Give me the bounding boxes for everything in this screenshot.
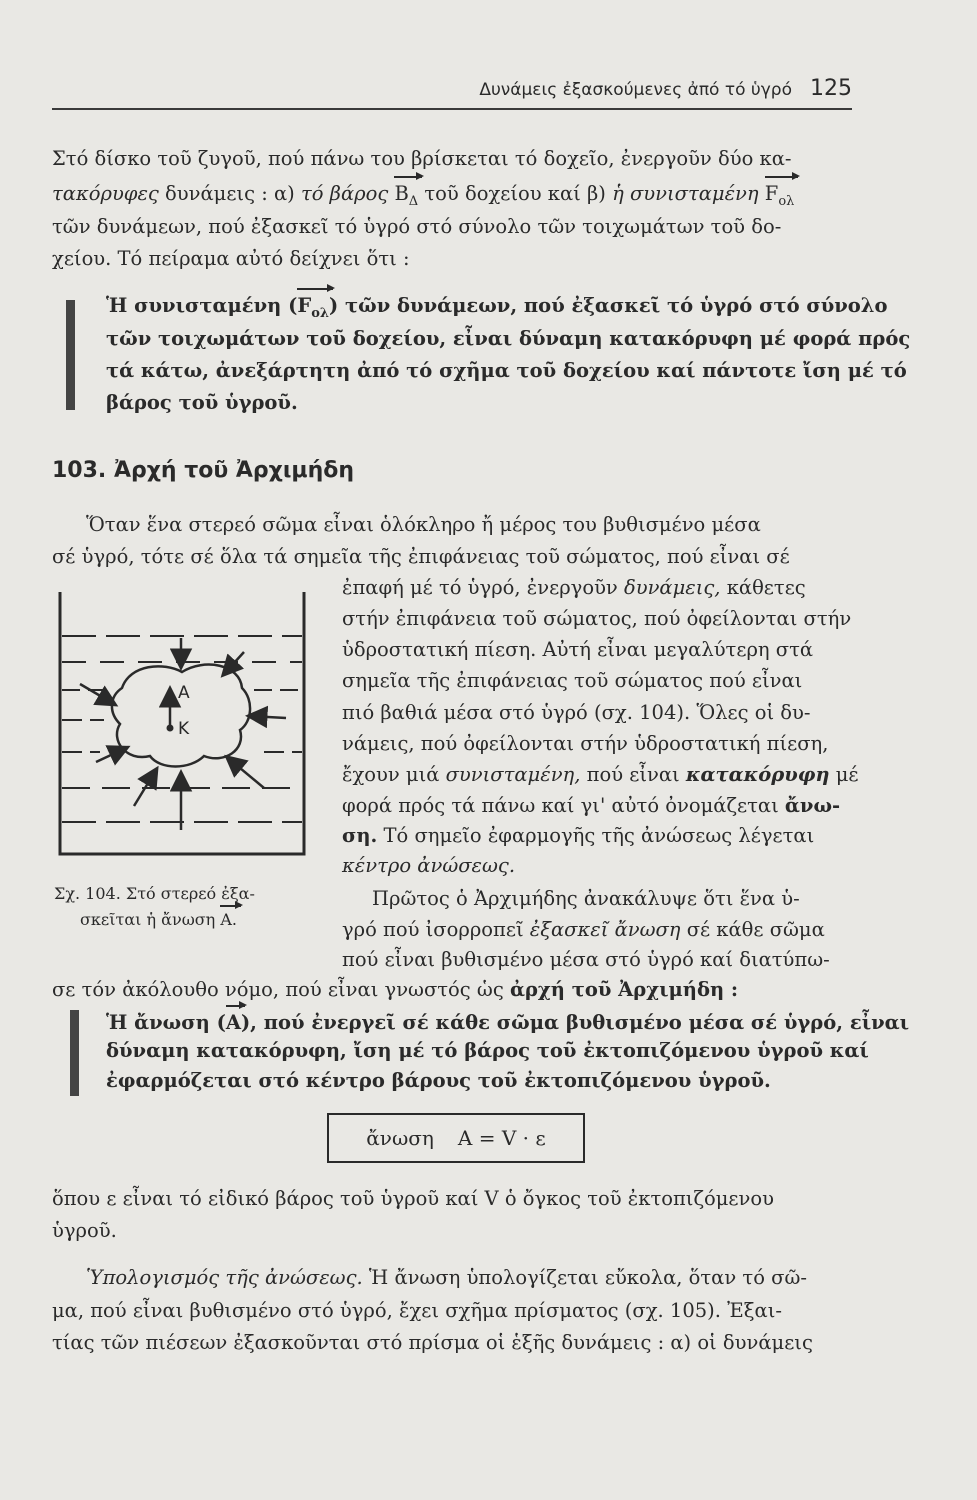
- intro-text: τακόρυφες: [52, 182, 159, 205]
- formula-expression: A = V · ε: [457, 1126, 546, 1150]
- body-text: Τό σημεῖο ἐφαρμογῆς τῆς ἀνώσεως λέγεται: [377, 824, 815, 847]
- rule2-line-2: δύναμη κατακόρυφη, ἴση μέ τό βάρος τοῦ ἐκτοπιζόμενου ὑγροῦ καί: [106, 1039, 869, 1062]
- label-k: Κ: [178, 719, 190, 739]
- body-line-11: [342, 823, 814, 849]
- after-text: Ἡ ἄνωση ὑπολογίζεται εὔκολα, ὅταν τό σῶ-: [362, 1266, 807, 1289]
- body-line-5: ὑδροστατική πίεση. Αὐτή εἶναι μεγαλύτερη στά: [342, 638, 814, 661]
- body-text: σε τόν ἀκόλουθο νόμο, πού εἶναι γνωστός ὡς: [52, 978, 510, 1001]
- rule1-line-4: βάρος τοῦ ὑγροῦ.: [106, 391, 298, 414]
- vector-symbol: F: [297, 294, 312, 317]
- body-line-9: [342, 762, 859, 788]
- after-line-2: ὑγροῦ.: [52, 1219, 117, 1242]
- intro-text: τό βάρος: [300, 182, 389, 205]
- body-text: γρό πού ἰσορροπεῖ: [342, 918, 530, 941]
- page-number: 125: [810, 76, 852, 101]
- intro-line-2: [52, 181, 794, 215]
- body-text: ἔχουν μιά: [342, 763, 446, 786]
- after-line-1: ὅπου ε εἶναι τό εἰδικό βάρος τοῦ ὑγροῦ καί V ὁ ὄγκος τοῦ ἐκτοπιζόμενου: [52, 1187, 774, 1210]
- after-line-3: [86, 1265, 807, 1291]
- vector-resultant: [297, 293, 329, 327]
- rule-marker-bar: [70, 1010, 79, 1096]
- running-title: Δυνάμεις ἐξασκούμενες ἀπό τό ὑγρό: [479, 80, 792, 100]
- label-a: Α: [178, 683, 190, 703]
- intro-text: ἡ συνισταμένη: [612, 182, 759, 205]
- vector-resultant: [765, 181, 795, 215]
- vector-symbol: B: [394, 182, 409, 205]
- rule1-line-2: τῶν τοιχωμάτων τοῦ δοχείου, εἶναι δύναμη κατακόρυφη μέ φορά πρός: [106, 327, 911, 350]
- body-text: σέ κάθε σῶμα: [680, 918, 825, 941]
- rule1-text: ) τῶν δυνάμεων, πού ἐξασκεῖ τό ὑγρό στό σύνολο: [329, 294, 888, 317]
- body-text: ση.: [342, 824, 378, 847]
- rule1-line-1: [106, 293, 888, 327]
- center-of-buoyancy: [167, 725, 174, 732]
- body-line-15: πού εἶναι βυθισμένο μέσα στό ὑγρό καί διατύπω-: [342, 948, 830, 971]
- intro-line-1: Στό δίσκο τοῦ ζυγοῦ, πού πάνω του βρίσκεται τό δοχεῖο, ἐνεργοῦν δύο κα-: [52, 147, 792, 170]
- body-line-3: [342, 575, 806, 601]
- figure-caption-1: Σχ. 104. Στό στερεό ἐξα-: [54, 884, 255, 903]
- intro-line-4: χείου. Τό πείραμα αὐτό δείχνει ὅτι :: [52, 247, 410, 270]
- body-text: πού εἶναι: [580, 763, 686, 786]
- formula-label: ἄνωση: [366, 1126, 434, 1150]
- submerged-body: [112, 665, 250, 767]
- after-line-5: τίας τῶν πιέσεων ἐξασκοῦνται στό πρίσμα οἱ ἑξῆς δυνάμεις : α) οἱ δυνάμεις: [52, 1331, 813, 1354]
- section-heading: 103. Ἀρχή τοῦ Ἀρχιμήδη: [52, 458, 355, 483]
- vector-buoyancy: A: [225, 1011, 241, 1034]
- body-line-13: Πρῶτος ὁ Ἀρχιμήδης ἀνακάλυψε ὅτι ἕνα ὑ-: [372, 887, 800, 910]
- buoyancy-figure: [54, 592, 316, 864]
- vector-subscript: ολ: [311, 305, 330, 321]
- formula-box: [327, 1113, 585, 1163]
- header-rule: [52, 108, 852, 110]
- vector-subscript: Δ: [408, 193, 419, 209]
- body-line-16: [52, 977, 738, 1003]
- body-text: φορά πρός τά πάνω καί γι' αὐτό ὀνομάζεται: [342, 794, 785, 817]
- body-text: δυνάμεις,: [623, 576, 721, 599]
- page-header: [52, 76, 852, 106]
- intro-line-3: τῶν δυνάμεων, πού ἐξασκεῖ τό ὑγρό στό σύνολο τῶν τοιχωμάτων τοῦ δο-: [52, 215, 782, 238]
- body-text: ἀρχή τοῦ Ἀρχιμήδη :: [509, 978, 739, 1001]
- body-text: ἐπαφή μέ τό ὑγρό, ἐνεργοῦν: [342, 576, 624, 599]
- body-line-12: κέντρο ἀνώσεως.: [342, 854, 516, 877]
- body-text: ἐξασκεῖ ἄνωση: [529, 918, 681, 941]
- caption-text: σκεῖται ἡ ἄνωση: [80, 910, 221, 929]
- body-line-10: [342, 793, 840, 819]
- rule2-line-3: ἐφαρμόζεται στό κέντρο βάρους τοῦ ἐκτοπιζόμενου ὑγροῦ.: [106, 1069, 771, 1092]
- body-line-4: στήν ἐπιφάνεια τοῦ σώματος, πού ὀφείλονται στήν: [342, 607, 852, 630]
- rule1-line-3: τά κάτω, ἀνεξάρτητη ἀπό τό σχῆμα τοῦ δοχείου καί πάντοτε ἴση μέ τό: [106, 359, 907, 382]
- rule1-text: Ἡ συνισταμένη (: [106, 294, 298, 317]
- body-text: κατακόρυφη: [685, 763, 830, 786]
- body-line-8: νάμεις, πού ὀφείλονται στήν ὑδροστατική πίεση,: [342, 732, 829, 755]
- after-line-4: μα, πού εἶναι βυθισμένο στό ὑγρό, ἔχει σχῆμα πρίσματος (σχ. 105). Ἐξαι-: [52, 1299, 782, 1322]
- body-line-6: σημεῖα τῆς ἐπιφάνειας τοῦ σώματος πού εἶναι: [342, 669, 803, 692]
- body-text: μέ: [829, 763, 859, 786]
- caption-vector: A.: [220, 910, 237, 929]
- body-line-2: σέ ὑγρό, τότε σέ ὅλα τά σημεῖα τῆς ἐπιφάνειας τοῦ σώματος, πού εἶναι σέ: [52, 545, 790, 568]
- subheading-text: Ὑπολογισμός τῆς ἀνώσεως.: [86, 1266, 363, 1289]
- figure-caption-2: [80, 910, 237, 929]
- vector-weight: [394, 181, 418, 215]
- body-line-7: πιό βαθιά μέσα στό ὑγρό (σχ. 104). Ὅλες οἱ δυ-: [342, 701, 811, 724]
- body-line-14: [342, 917, 825, 943]
- intro-text: δυνάμεις : α): [158, 182, 301, 205]
- body-line-1: Ὅταν ἕνα στερεό σῶμα εἶναι ὁλόκληρο ἤ μέρος του βυθισμένο μέσα: [86, 513, 761, 536]
- vector-symbol: F: [764, 182, 779, 205]
- rule2-text: ), πού ἐνεργεῖ σέ κάθε σῶμα βυθισμένο μέσα σέ ὑγρό, εἶναι: [240, 1011, 910, 1034]
- rule2-line-1: [106, 1010, 909, 1036]
- rule2-text: Ἡ ἄνωση (: [106, 1011, 226, 1034]
- body-text: κάθετες: [720, 576, 806, 599]
- intro-text: τοῦ δοχείου καί β): [418, 182, 613, 205]
- body-text: συνισταμένη,: [445, 763, 581, 786]
- vector-subscript: ολ: [778, 193, 795, 209]
- body-text: ἄνω-: [784, 794, 841, 817]
- rule-marker-bar: [66, 300, 75, 410]
